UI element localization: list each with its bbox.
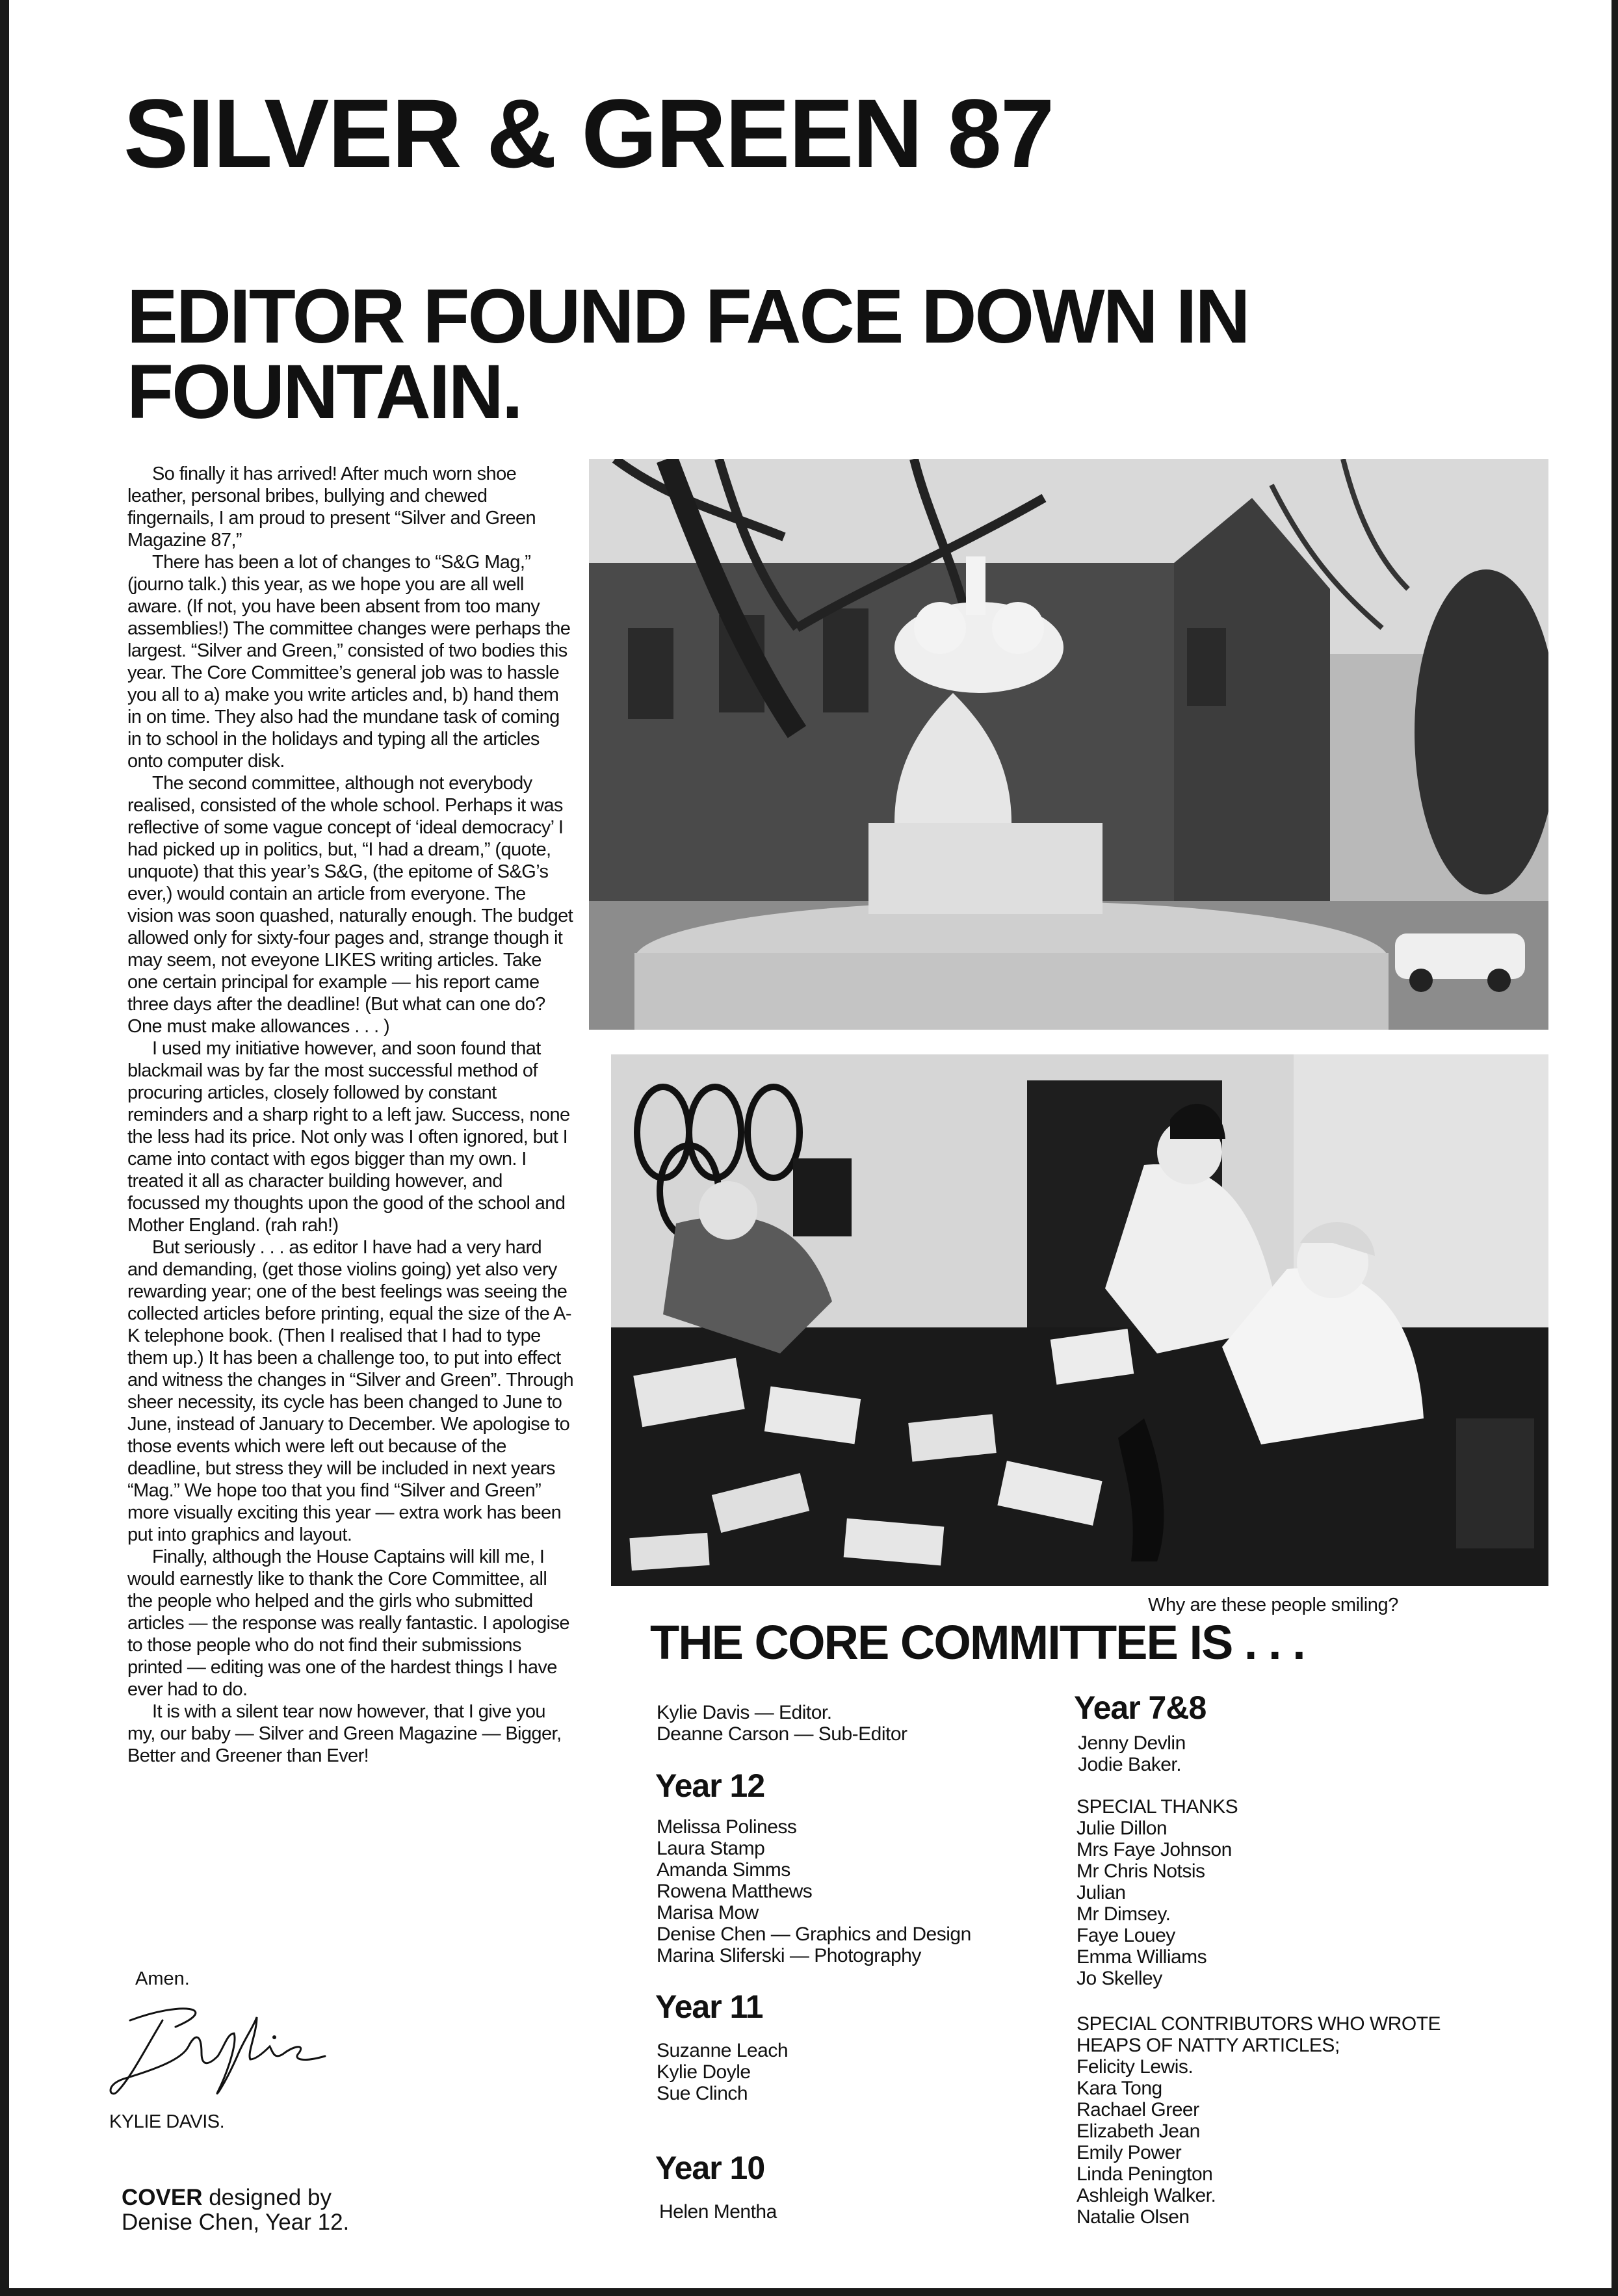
list-item: Emma Williams [1076,1946,1207,1968]
special-contributors-list [1076,2056,1216,2228]
cover-credit-label: COVER [122,2185,203,2210]
masthead-title: SILVER & GREEN 87 [124,79,1054,188]
list-item: Mr Chris Notsis [1076,1860,1205,1882]
list-item: Emily Power [1076,2142,1182,2163]
list-item: Julian [1076,1882,1126,1903]
year-10-list [659,2201,777,2223]
list-item: Mrs Faye Johnson [1076,1839,1232,1860]
list-item: Marisa Mow [657,1902,759,1924]
special-contributors-heading [1076,2013,1441,2056]
year-7-8-list [1078,1732,1186,1775]
year-11-list [657,2040,788,2104]
list-item: Felicity Lewis. [1076,2056,1194,2078]
special-thanks-list [1076,1818,1232,1989]
list-item: Jodie Baker. [1078,1754,1182,1775]
list-item: Natalie Olsen [1076,2206,1190,2228]
year-10-heading: Year 10 [655,2150,765,2186]
cover-credit-designer: Denise Chen, Year 12. [122,2210,350,2235]
cover-credit-text: designed by [209,2185,332,2210]
cover-credit [122,2185,349,2235]
list-item: Kylie Doyle [657,2061,751,2083]
fountain-photo [589,459,1548,1030]
article-paragraph: But seriously . . . as editor I have had a very hard and demanding, (get those violins going) yet also very rewarding year; one of the best feelings was seeing the collected articles before printing, equal the size of the A-K telephone book. (Then I realised that I had to type them up.) It has been a challenge too, to put into effect and witness the changes in “Silver and Green”. Through sheer necessity, its cycle has been changed to June to June, instead of January to December. We apologise to those events which were left out because of the deadline, but stress they will be included in next years “Mag.” We hope too that you find “Silver and Green” more visually exciting this year — extra work has been put into graphics and layout. [127,1237,574,1545]
list-item: Rowena Matthews [657,1881,813,1902]
list-item: Kara Tong [1076,2078,1162,2099]
list-item: Amanda Simms [657,1859,790,1881]
committee-photo [611,1054,1548,1586]
list-item: Melissa Poliness [657,1816,797,1838]
list-item: Denise Chen — Graphics and Design [657,1924,971,1945]
editor-signature [104,1994,351,2105]
article-paragraph: The second committee, although not everybody realised, consisted of the whole school. Perhaps it was reflective of some vague concept of ‘ideal democracy’ I had picked up in politics, but, “I had a dream,” (quote, unquote) that this year’s S&G, (the epitome of S&G’s ever,) would contain an article from everyone. The vision was soon quashed, naturally enough. The budget allowed only for sixty-four pages and, strange though it may seem, not eveyone LIKES writing articles. Take one certain principal for example — his report came three days after the deadline! (But what can one do? One must make allowances . . . ) [127,773,573,1037]
special-contributors-heading-line: SPECIAL CONTRIBUTORS WHO WROTE [1076,2013,1441,2035]
photo-caption: Why are these people smiling? [1148,1595,1398,1615]
list-item: Helen Mentha [659,2201,777,2223]
list-item: Ashleigh Walker. [1076,2185,1216,2206]
special-contributors-heading-line: HEAPS OF NATTY ARTICLES; [1076,2035,1340,2056]
list-item: Mr Dimsey. [1076,1903,1171,1925]
editor-name: KYLIE DAVIS. [109,2111,225,2132]
list-item: Sue Clinch [657,2083,748,2104]
page-bottom-edge [0,2288,1618,2296]
list-item: Linda Penington [1076,2163,1213,2185]
list-item: Suzanne Leach [657,2040,789,2061]
list-item: Deanne Carson — Sub-Editor [657,1723,907,1745]
core-committee-heading: THE CORE COMMITTEE IS . . . [650,1615,1305,1669]
year-12-list [657,1816,971,1966]
list-item: Elizabeth Jean [1076,2120,1200,2142]
year-11-heading: Year 11 [655,1989,763,2025]
list-item: Rachael Greer [1076,2099,1199,2120]
special-thanks-heading: SPECIAL THANKS [1076,1796,1238,1818]
article-paragraph: I used my initiative however, and soon found that blackmail was by far the most successful method of procuring articles, closely followed by constant reminders and a sharp right to a left jaw. Success, none the less had its price. Not only was I often ignored, but I came into contact with egos bigger than my own. I treated it all as character building however, and focussed my thoughts upon the good of the school and Mother England. (rah rah!) [127,1038,570,1236]
article-paragraph: So finally it has arrived! After much worn shoe leather, personal bribes, bullying and chewed fingernails, I am proud to present “Silver and Green Magazine 87,” [127,463,536,551]
page-edge-right [1611,0,1618,2296]
article-paragraph: There has been a lot of changes to “S&G Mag,” (journo talk.) this year, as we hope you are all well aware. (If not, you have been absent from too many assemblies!) The committee changes were perhaps the largest. “Silver and Green,” consisted of two bodies this year. The Core Committee’s general job was to hassle you all to a) make you write articles and, b) hand them in on time. They also had the mundane task of coming in to school in the holidays and typing all the articles onto computer disk. [127,552,571,772]
list-item: Julie Dillon [1076,1818,1168,1839]
year-7-8-heading: Year 7&8 [1074,1689,1207,1726]
list-item: Faye Louey [1076,1925,1175,1946]
year-12-heading: Year 12 [655,1768,765,1804]
committee-leaders-list [657,1702,907,1745]
article-closing: Amen. [135,1968,190,1989]
editorial-article [127,463,575,1767]
list-item: Marina Sliferski — Photography [657,1945,921,1966]
list-item: Jenny Devlin [1078,1732,1186,1754]
list-item: Kylie Davis — Editor. [657,1702,832,1723]
list-item: Jo Skelley [1076,1968,1162,1989]
article-paragraph: Finally, although the House Captains will kill me, I would earnestly like to thank the Core Committee, all the people who helped and the girls who submitted articles — the response was really fantastic. I apologise to those people who do not find their submissions printed — editing was one of the hardest things I have ever had to do. [127,1546,569,1700]
article-headline: EDITOR FOUND FACE DOWN IN FOUNTAIN. [127,274,1249,435]
page-edge-left [0,0,9,2296]
list-item: Laura Stamp [657,1838,765,1859]
article-paragraph: It is with a silent tear now however, that I give you my, our baby — Silver and Green Magazine — Bigger, Better and Greener than Ever! [127,1701,562,1766]
